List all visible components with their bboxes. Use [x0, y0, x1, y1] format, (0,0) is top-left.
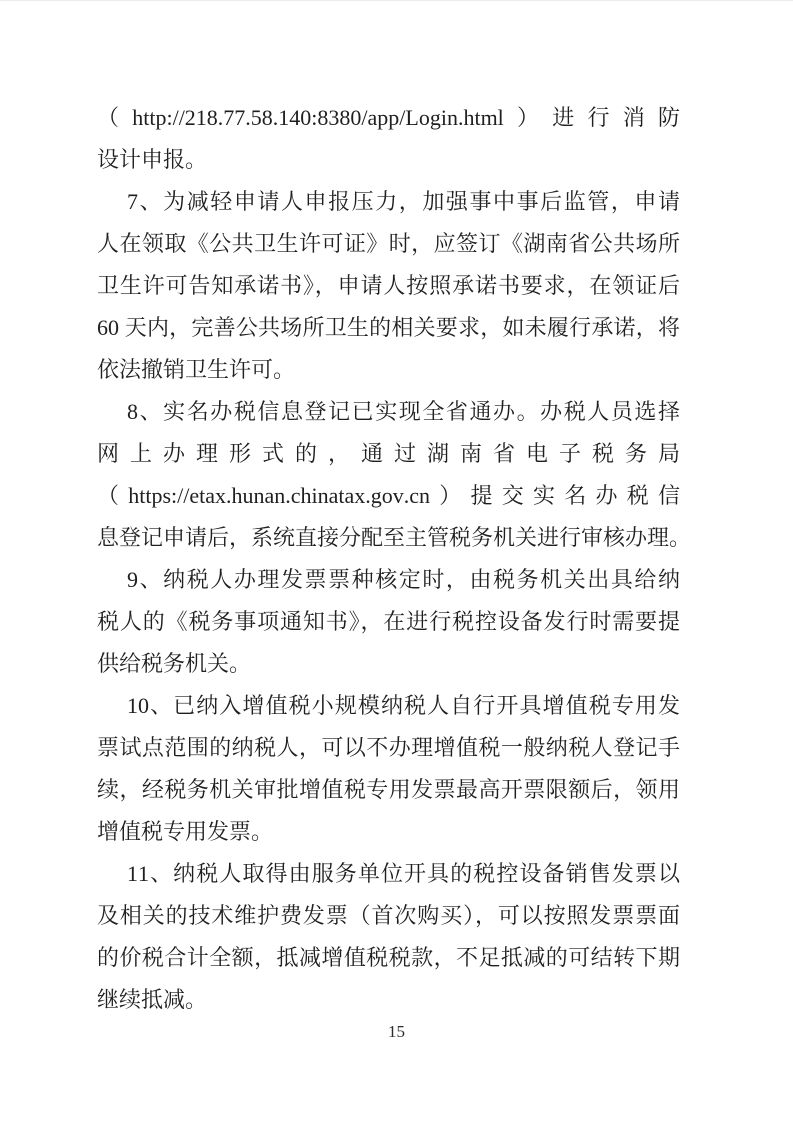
paragraph: [97, 685, 680, 853]
text-line: 及相关的技术维护费发票（首次购买），可以按照发票票面: [97, 903, 680, 928]
paragraph: [97, 97, 680, 181]
text-line: （https://etax.hunan.chinatax.gov.cn）提交实名办税信: [97, 483, 680, 508]
text-line: 继续抵减。: [97, 987, 208, 1012]
text-line: 息登记申请后，系统直接分配至主管税务机关进行审核办理。: [97, 525, 692, 550]
text-line: （http://218.77.58.140:8380/app/Login.html）进行消防: [97, 105, 680, 130]
text-line: 人在领取《公共卫生许可证》时，应签订《湖南省公共场所: [97, 231, 680, 256]
paragraph: [97, 181, 680, 391]
text-line: 依法撤销卫生许可。: [97, 357, 296, 382]
page-number: 15: [388, 1022, 405, 1041]
text-line: 续，经税务机关审批增值税专用发票最高开票限额后，领用: [97, 777, 680, 802]
text-line: 11、纳税人取得由服务单位开具的税控设备销售发票以: [127, 861, 680, 886]
text-line: 增值税专用发票。: [97, 819, 274, 844]
text-line: 9、纳税人办理发票票种核定时，由税务机关出具给纳: [127, 567, 680, 592]
paragraph: [97, 853, 680, 1021]
text-line: 网上办理形式的，通过湖南省电子税务局: [97, 441, 680, 466]
document-body: [97, 97, 692, 1021]
text-line: 60 天内，完善公共场所卫生的相关要求，如未履行承诺，将: [97, 315, 680, 340]
text-line: 设计申报。: [97, 147, 208, 172]
text-line: 8、实名办税信息登记已实现全省通办。办税人员选择: [127, 399, 680, 424]
text-line: 的价税合计全额，抵减增值税税款，不足抵减的可结转下期: [97, 945, 680, 970]
text-line: 卫生许可告知承诺书》，申请人按照承诺书要求，在领证后: [97, 273, 680, 298]
page-footer: [0, 1021, 793, 1043]
paragraph: [97, 391, 692, 559]
text-line: 税人的《税务事项通知书》，在进行税控设备发行时需要提: [97, 609, 680, 634]
text-line: 10、已纳入增值税小规模纳税人自行开具增值税专用发: [127, 693, 680, 718]
text-line: 供给税务机关。: [97, 651, 252, 676]
text-line: 7、为减轻申请人申报压力，加强事中事后监管，申请: [127, 189, 680, 214]
text-line: 票试点范围的纳税人，可以不办理增值税一般纳税人登记手: [97, 735, 680, 760]
paragraph: [97, 559, 680, 685]
